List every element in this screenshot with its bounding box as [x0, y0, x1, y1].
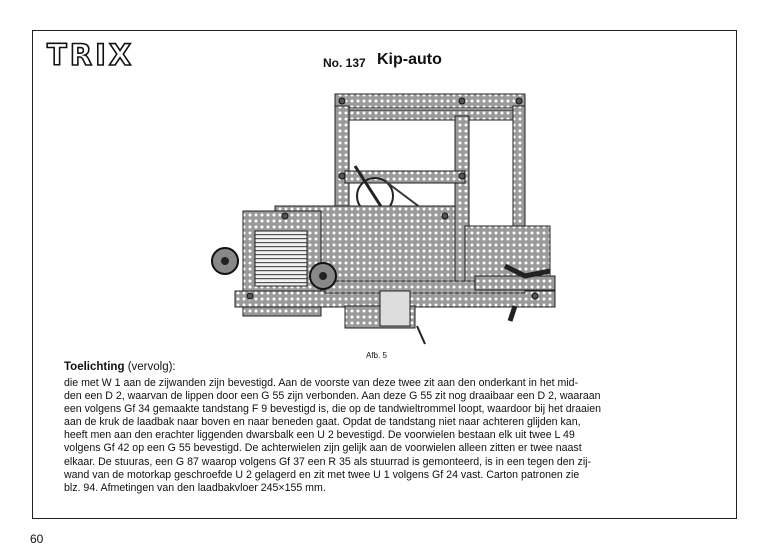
trix-logo: TRIX	[47, 38, 135, 72]
body-line: een volgens Gf 34 gemaakte tandstang F 9 bevestigd is, die op de tandwieltrommel loopt, waardoor bij het draaien	[64, 403, 602, 416]
body-line: die met W 1 aan de zijwanden zijn bevestigd. Aan de voorste van deze twee zit aan den onderkant in het mid-	[64, 377, 579, 389]
page-number: 60	[30, 532, 44, 546]
body-text	[64, 377, 694, 495]
section-heading	[64, 361, 176, 373]
section-heading-title: Toelichting	[64, 361, 125, 373]
body-line: aan de kruk de laadbak naar boven en naar beneden gaat. Opdat de tandstang niet naar achteren glijden kan,	[64, 416, 581, 429]
section-heading-suffix: (vervolg):	[127, 361, 176, 373]
body-line: elkaar. De stuuras, een G 87 waarop volgens Gf 37 een R 35 als stuurrad is gemonteerd, is in een tegen den zij-	[64, 455, 592, 468]
body-line: volgens Gf 42 op een G 55 bevestigd. De achterwielen zijn gelijk aan de voorwielen alleen zitten er twee naast	[64, 442, 582, 455]
model-name: Kip-auto	[377, 51, 442, 68]
body-line: wand van de motorkap geschroefde U 2 gelagerd en zit met twee U 1 volgens Gf 24 vast. Carton patronen zie	[64, 468, 580, 481]
model-number: No. 137	[323, 56, 366, 70]
figure-caption: Afb. 5	[366, 351, 387, 360]
body-line: blz. 94. Afmetingen van den laadbakvloer 245×155 mm.	[64, 481, 326, 494]
body-line: heeft men aan den erachter liggenden dwarsbalk een U 2 bevestigd. De voorwielen bestaan elk uit twee L 49	[64, 429, 575, 442]
kip-auto-illustration	[205, 86, 561, 348]
body-line: den een D 2, waarvan de lippen door een G 55 zijn verbonden. Aan deze G 55 zit nog draaibaar een D 2, waaraan	[64, 390, 601, 403]
